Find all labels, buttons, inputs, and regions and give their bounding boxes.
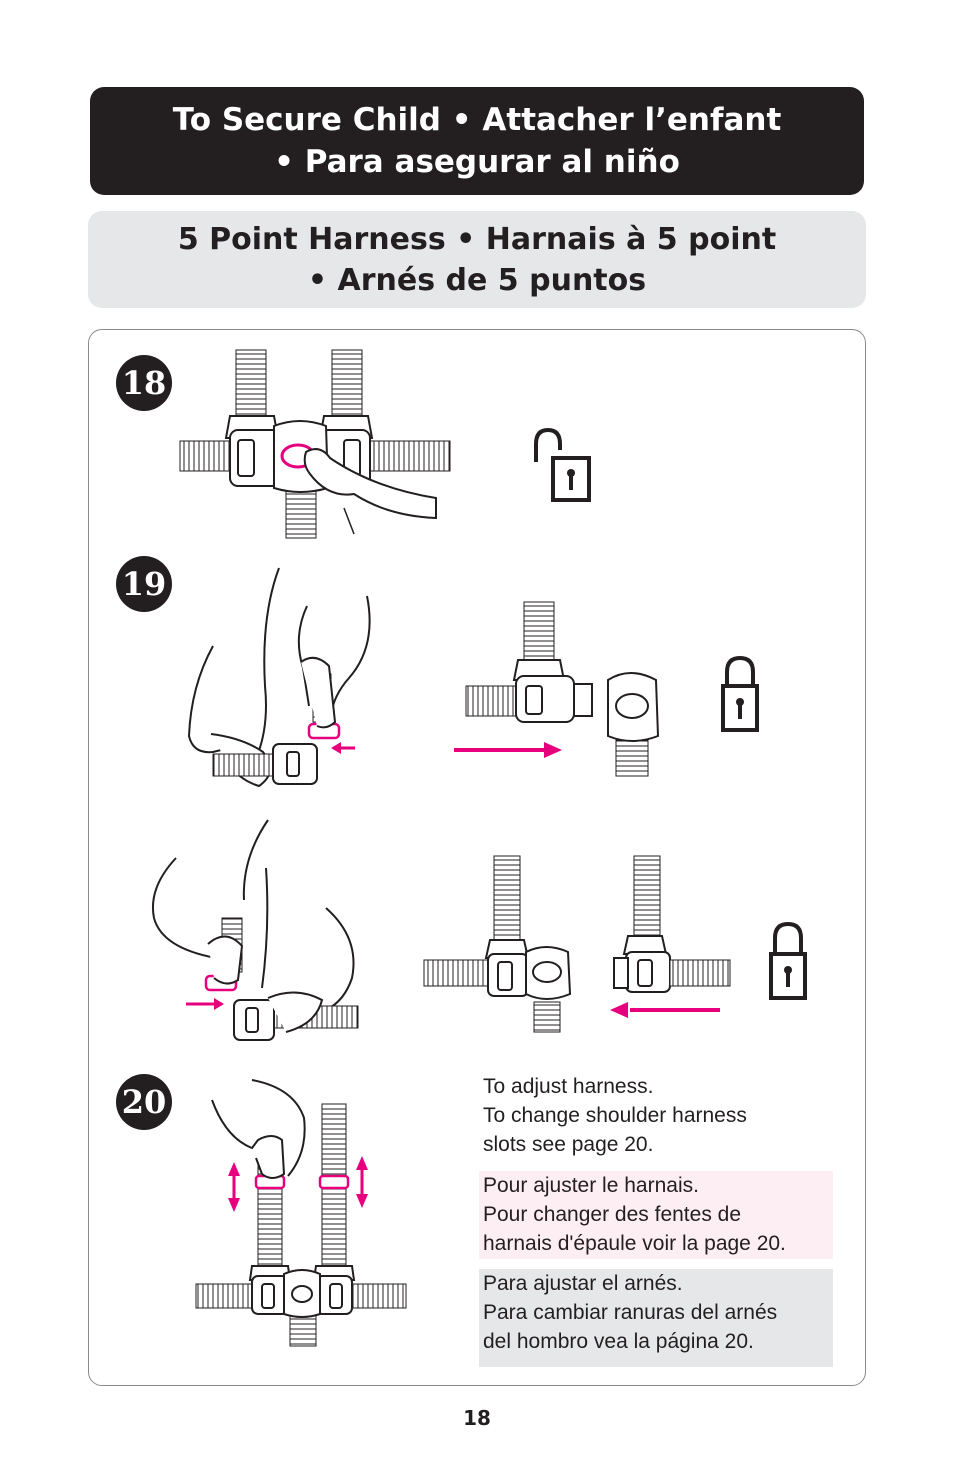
step-19-buckle-connect-illustration xyxy=(452,600,672,778)
step-19-hands-insert-second-tongue-illustration xyxy=(146,818,366,1044)
french-line-2: Pour changer des fentes de xyxy=(483,1203,742,1226)
spanish-line-3: del hombro vea la página 20. xyxy=(483,1330,754,1353)
locked-padlock-icon xyxy=(768,920,808,1000)
step-20-badge: 20 xyxy=(116,1074,172,1130)
step-19-badge: 19 xyxy=(116,556,172,612)
step-20-french-text xyxy=(479,1171,833,1259)
spanish-line-2: Para cambiar ranuras del arnés xyxy=(483,1301,778,1324)
english-line-3: slots see page 20. xyxy=(483,1133,654,1156)
title-banner xyxy=(90,87,864,195)
unlocked-padlock-icon xyxy=(530,426,592,502)
spanish-line-1: Para ajustar el arnés. xyxy=(483,1272,683,1295)
french-line-3: harnais d'épaule voir la page 20. xyxy=(483,1232,786,1255)
subtitle-line-2: • Arnés de 5 puntos xyxy=(307,262,647,298)
subtitle-line-1: 5 Point Harness • Harnais à 5 point xyxy=(177,221,777,257)
step-20-spanish-text xyxy=(479,1269,833,1367)
english-line-2: To change shoulder harness xyxy=(483,1104,747,1127)
step-19-hands-insert-tongue-illustration xyxy=(183,566,373,792)
step-18-buckle-release-illustration xyxy=(178,348,458,540)
locked-padlock-icon xyxy=(720,654,760,732)
subtitle-banner xyxy=(88,211,866,308)
title-line-2: • Para asegurar al niño xyxy=(274,144,680,180)
step-19-second-buckle-connect-illustration xyxy=(422,854,734,1034)
english-line-1: To adjust harness. xyxy=(483,1075,654,1098)
step-20-adjust-harness-illustration xyxy=(192,1078,412,1348)
title-line-1: To Secure Child • Attacher l’enfant xyxy=(172,102,782,138)
step-18-badge: 18 xyxy=(116,355,172,411)
french-line-1: Pour ajuster le harnais. xyxy=(483,1174,699,1197)
page-number: 18 xyxy=(463,1406,491,1430)
step-20-english-text xyxy=(479,1072,833,1159)
